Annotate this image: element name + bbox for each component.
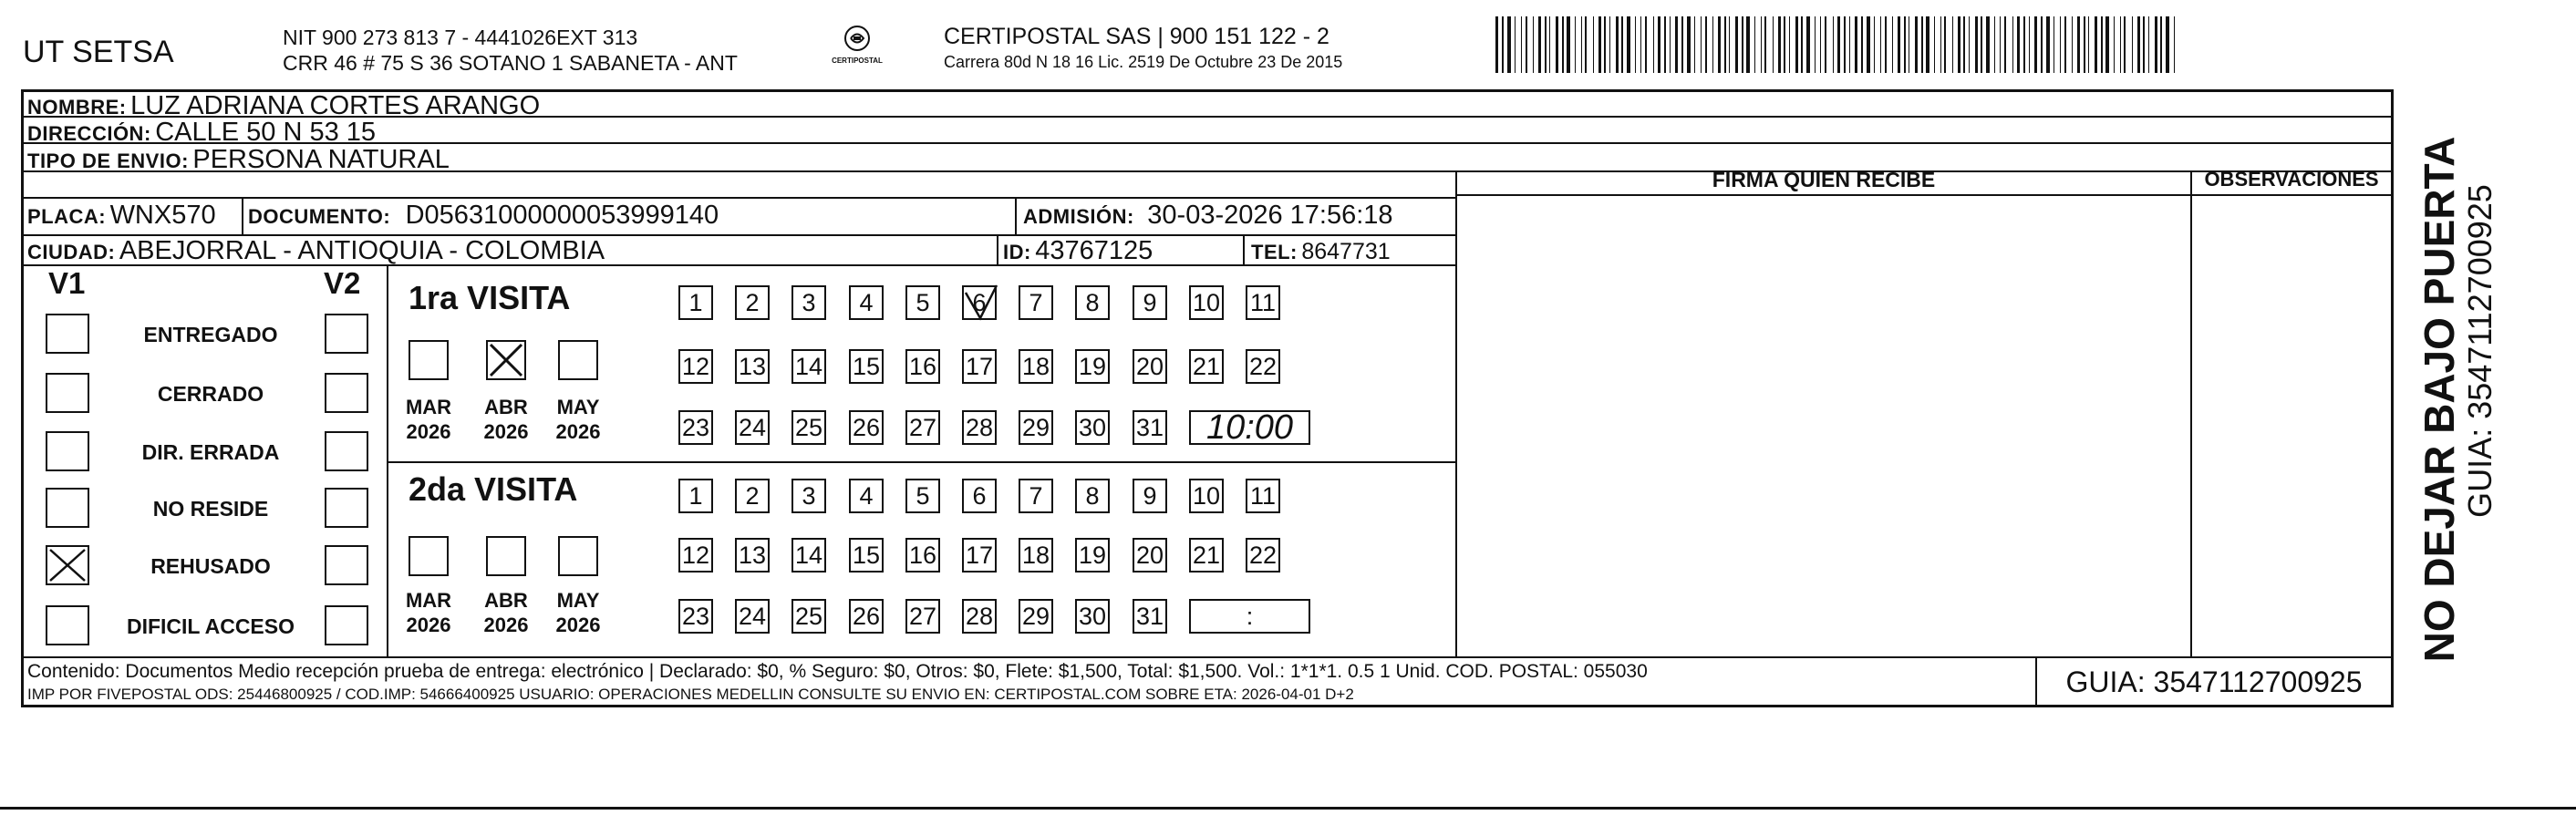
day-number: 14 <box>794 541 823 569</box>
status-label: CERRADO <box>157 382 264 406</box>
day-number: 9 <box>1143 481 1157 510</box>
day-number: 12 <box>681 352 710 380</box>
footer-guia: GUIA: 3547112700925 <box>2065 665 2363 698</box>
day-number: 16 <box>908 541 937 569</box>
day-number: 13 <box>738 541 767 569</box>
month-label <box>478 588 534 637</box>
month-label <box>550 588 606 637</box>
day-box[interactable] <box>678 538 713 573</box>
month-year: 2026 <box>406 420 451 443</box>
day-number: 30 <box>1078 602 1107 630</box>
day-box[interactable] <box>1075 285 1110 320</box>
day-number: 7 <box>1029 288 1043 316</box>
month-label <box>478 395 534 444</box>
day-number: 8 <box>1085 481 1100 510</box>
v1-checkbox[interactable] <box>46 545 89 585</box>
day-box[interactable] <box>678 479 713 513</box>
day-number: 5 <box>916 288 930 316</box>
ciudad-value: ABEJORRAL - ANTIOQUIA - COLOMBIA <box>119 236 605 265</box>
side-guia: GUIA: 3547112700925 <box>2461 184 2498 518</box>
day-box[interactable] <box>1133 349 1167 384</box>
day-box[interactable] <box>849 538 884 573</box>
day-number: 17 <box>965 352 994 380</box>
bottom-rule <box>0 807 2576 810</box>
time-box[interactable] <box>1189 410 1310 445</box>
day-box[interactable] <box>678 349 713 384</box>
day-number: 15 <box>852 352 881 380</box>
day-number: 25 <box>794 602 823 630</box>
observaciones-header: OBSERVACIONES <box>2204 168 2379 191</box>
day-box[interactable] <box>1133 285 1167 320</box>
direccion-row <box>27 118 376 148</box>
v2-checkbox[interactable] <box>325 314 368 354</box>
day-number: 30 <box>1078 413 1107 441</box>
direccion-label: DIRECCIÓN: <box>27 122 151 145</box>
tel-row <box>1251 239 1391 265</box>
day-number: 11 <box>1249 288 1277 316</box>
footer-contenido: Contenido: Documentos Medio recepción prueba de entrega: electrónico | Declarado: $0, % Seguro: $0, Otros: $0, Flete: $1,500, Total: $1,500. Vol.: 1*1*1. 0.5 1 Unid. COD. POSTAL: 055030 <box>27 661 1648 682</box>
day-number: 2 <box>745 481 760 510</box>
day-box[interactable] <box>791 349 826 384</box>
day-box[interactable] <box>1019 410 1053 445</box>
v2-checkbox[interactable] <box>325 373 368 413</box>
day-box[interactable] <box>962 285 997 320</box>
day-number: 27 <box>908 413 937 441</box>
status-label: ENTREGADO <box>143 323 278 346</box>
day-number: 21 <box>1192 541 1221 569</box>
month-name: MAY <box>556 396 600 418</box>
placa-row <box>27 201 216 231</box>
day-box[interactable] <box>1075 479 1110 513</box>
day-number: 14 <box>794 352 823 380</box>
day-box[interactable] <box>849 410 884 445</box>
month-name: ABR <box>484 396 528 418</box>
month-checkbox[interactable] <box>486 536 526 576</box>
check-mark-icon <box>488 342 524 378</box>
day-number: 21 <box>1192 352 1221 380</box>
status-label: REHUSADO <box>150 554 271 578</box>
v1-checkbox[interactable] <box>46 373 89 413</box>
day-box[interactable] <box>1189 285 1224 320</box>
day-box[interactable] <box>735 410 770 445</box>
certipostal-logo <box>825 24 889 73</box>
time-value: 10:00 <box>1205 408 1294 447</box>
day-number: 10 <box>1192 288 1221 316</box>
day-number: 29 <box>1021 413 1050 441</box>
day-number: 23 <box>681 602 710 630</box>
day-number: 31 <box>1135 602 1164 630</box>
admision-value: 30-03-2026 17:56:18 <box>1147 201 1393 230</box>
placa-label: PLACA: <box>27 205 107 228</box>
day-number: 10 <box>1192 481 1221 510</box>
day-number: 29 <box>1021 602 1050 630</box>
day-box[interactable] <box>735 599 770 634</box>
v2-checkbox[interactable] <box>325 545 368 585</box>
day-box[interactable] <box>678 285 713 320</box>
day-number: 6 <box>972 481 987 510</box>
day-box[interactable] <box>962 479 997 513</box>
side-no-dejar: NO DEJAR BAJO PUERTA <box>2416 136 2463 663</box>
day-number: 22 <box>1248 541 1278 569</box>
month-name: MAR <box>405 396 452 418</box>
day-box[interactable] <box>1246 538 1280 573</box>
day-box[interactable] <box>962 538 997 573</box>
company-name: UT SETSA <box>23 35 174 69</box>
footer-imp: IMP POR FIVEPOSTAL ODS: 25446800925 / COD.IMP: 54666400925 USUARIO: OPERACIONES MEDELLIN CONSULTE SU ENVIO EN: CERTIPOSTAL.COM SOBRE ETA: 2026-04-01 D+2 <box>27 686 1354 703</box>
day-number: 20 <box>1135 541 1164 569</box>
id-value: 43767125 <box>1035 236 1154 265</box>
day-number: 24 <box>738 602 767 630</box>
v2-checkbox[interactable] <box>325 605 368 645</box>
month-year: 2026 <box>483 614 529 636</box>
ciudad-row <box>27 236 605 266</box>
id-row <box>1003 236 1153 266</box>
day-number: 26 <box>852 413 881 441</box>
day-number: 18 <box>1021 352 1050 380</box>
day-box[interactable] <box>905 538 940 573</box>
day-box[interactable] <box>791 410 826 445</box>
day-box[interactable] <box>791 599 826 634</box>
nombre-value: LUZ ADRIANA CORTES ARANGO <box>130 91 541 120</box>
day-number: 9 <box>1143 288 1157 316</box>
day-box[interactable] <box>905 599 940 634</box>
day-number: 13 <box>738 352 767 380</box>
firma-area[interactable] <box>1459 197 2188 655</box>
day-box[interactable] <box>1019 285 1053 320</box>
v1-label: V1 <box>48 266 86 300</box>
day-number: 17 <box>965 541 994 569</box>
month-label <box>550 395 606 444</box>
day-number: 15 <box>852 541 881 569</box>
day-number: 25 <box>794 413 823 441</box>
day-number: 31 <box>1135 413 1164 441</box>
address-line: CRR 46 # 75 S 36 SOTANO 1 SABANETA - ANT <box>283 51 738 75</box>
admision-label: ADMISIÓN: <box>1023 205 1134 228</box>
v1-checkbox[interactable] <box>46 314 89 354</box>
visit1-title: 1ra VISITA <box>409 279 571 316</box>
day-box[interactable] <box>735 479 770 513</box>
time-box[interactable] <box>1189 599 1310 634</box>
day-box[interactable] <box>905 410 940 445</box>
month-checkbox[interactable] <box>409 536 449 576</box>
day-box[interactable] <box>1019 349 1053 384</box>
day-box[interactable] <box>678 599 713 634</box>
check-mark-icon <box>47 547 88 583</box>
nombre-label: NOMBRE: <box>27 96 127 119</box>
month-checkbox[interactable] <box>558 536 598 576</box>
day-box[interactable] <box>962 410 997 445</box>
day-box[interactable] <box>905 349 940 384</box>
day-number: 23 <box>681 413 710 441</box>
day-box[interactable] <box>1189 479 1224 513</box>
day-box[interactable] <box>1075 599 1110 634</box>
day-box[interactable] <box>791 285 826 320</box>
month-checkbox[interactable] <box>558 340 598 380</box>
day-box[interactable] <box>791 538 826 573</box>
month-name: ABR <box>484 589 528 612</box>
documento-row <box>248 201 719 231</box>
day-box[interactable] <box>1075 410 1110 445</box>
day-box[interactable] <box>1133 410 1167 445</box>
status-label: NO RESIDE <box>152 497 269 521</box>
admision-row <box>1023 201 1393 231</box>
month-year: 2026 <box>555 614 601 636</box>
day-box[interactable] <box>1019 599 1053 634</box>
documento-label: DOCUMENTO: <box>248 205 391 228</box>
day-number: 28 <box>965 413 994 441</box>
day-number: 3 <box>802 288 816 316</box>
barcode <box>1495 16 2178 73</box>
day-number: 4 <box>859 481 874 510</box>
day-box[interactable] <box>849 479 884 513</box>
day-box[interactable] <box>791 479 826 513</box>
day-number: 3 <box>802 481 816 510</box>
v2-label: V2 <box>324 266 361 300</box>
day-number: 22 <box>1248 352 1278 380</box>
day-box[interactable] <box>1189 538 1224 573</box>
day-box[interactable] <box>678 410 713 445</box>
day-box[interactable] <box>735 349 770 384</box>
day-box[interactable] <box>1019 479 1053 513</box>
v1-checkbox[interactable] <box>46 605 89 645</box>
id-label: ID: <box>1003 241 1031 263</box>
day-number: 2 <box>745 288 760 316</box>
v2-checkbox[interactable] <box>325 431 368 471</box>
certipostal-line: CERTIPOSTAL SAS | 900 151 122 - 2 <box>944 24 1329 49</box>
month-year: 2026 <box>406 614 451 636</box>
day-box[interactable] <box>735 538 770 573</box>
tel-value: 8647731 <box>1301 239 1391 264</box>
v1-checkbox[interactable] <box>46 431 89 471</box>
status-label: DIR. ERRADA <box>141 440 280 464</box>
day-number: 28 <box>965 602 994 630</box>
month-name: MAY <box>556 589 600 612</box>
day-box[interactable] <box>1075 538 1110 573</box>
month-label <box>400 395 457 444</box>
day-number: 12 <box>681 541 710 569</box>
ciudad-label: CIUDAD: <box>27 241 116 263</box>
day-number: 11 <box>1249 481 1277 510</box>
month-label <box>400 588 457 637</box>
day-number: 19 <box>1078 541 1107 569</box>
day-number: 24 <box>738 413 767 441</box>
placa-value: WNX570 <box>109 201 216 230</box>
status-label: DIFICIL ACCESO <box>126 614 295 638</box>
direccion-value: CALLE 50 N 53 15 <box>155 118 377 147</box>
day-box[interactable] <box>1246 349 1280 384</box>
tipo-row <box>27 145 450 175</box>
v1-checkbox[interactable] <box>46 488 89 528</box>
month-year: 2026 <box>483 420 529 443</box>
day-box[interactable] <box>849 349 884 384</box>
month-checkbox[interactable] <box>409 340 449 380</box>
month-name: MAR <box>405 589 452 612</box>
day-box[interactable] <box>849 285 884 320</box>
month-year: 2026 <box>555 420 601 443</box>
day-box[interactable] <box>1133 599 1167 634</box>
day-box[interactable] <box>962 349 997 384</box>
license-line: Carrera 80d N 18 16 Lic. 2519 De Octubre 23 De 2015 <box>944 53 1343 71</box>
day-box[interactable] <box>905 479 940 513</box>
time-value: : <box>1246 602 1254 630</box>
tel-label: TEL: <box>1251 241 1298 263</box>
tipo-value: PERSONA NATURAL <box>192 145 450 174</box>
day-number: 6 <box>972 288 987 316</box>
month-checkbox[interactable] <box>486 340 526 380</box>
day-number: 1 <box>688 288 703 316</box>
nit-line: NIT 900 273 813 7 - 4441026EXT 313 <box>283 26 638 49</box>
documento-value: D05631000000053999140 <box>405 201 719 230</box>
check-mark-icon <box>960 282 1002 324</box>
day-number: 19 <box>1078 352 1107 380</box>
observaciones-area[interactable] <box>2194 197 2389 655</box>
day-number: 27 <box>908 602 937 630</box>
day-number: 4 <box>859 288 874 316</box>
firma-header: FIRMA QUIEN RECIBE <box>1712 168 1936 191</box>
day-box[interactable] <box>1246 285 1280 320</box>
day-box[interactable] <box>1133 538 1167 573</box>
tipo-label: TIPO DE ENVIO: <box>27 150 189 172</box>
day-box[interactable] <box>1189 349 1224 384</box>
day-box[interactable] <box>849 599 884 634</box>
day-box[interactable] <box>1075 349 1110 384</box>
visit2-title: 2da VISITA <box>409 470 578 508</box>
day-box[interactable] <box>735 285 770 320</box>
day-box[interactable] <box>1019 538 1053 573</box>
v2-checkbox[interactable] <box>325 488 368 528</box>
logo-text: CERTIPOSTAL <box>832 57 883 65</box>
day-number: 20 <box>1135 352 1164 380</box>
day-number: 8 <box>1085 288 1100 316</box>
day-box[interactable] <box>962 599 997 634</box>
day-number: 5 <box>916 481 930 510</box>
day-number: 18 <box>1021 541 1050 569</box>
day-box[interactable] <box>1246 479 1280 513</box>
day-box[interactable] <box>1133 479 1167 513</box>
day-box[interactable] <box>905 285 940 320</box>
day-number: 7 <box>1029 481 1043 510</box>
day-number: 1 <box>688 481 703 510</box>
day-number: 16 <box>908 352 937 380</box>
day-number: 26 <box>852 602 881 630</box>
